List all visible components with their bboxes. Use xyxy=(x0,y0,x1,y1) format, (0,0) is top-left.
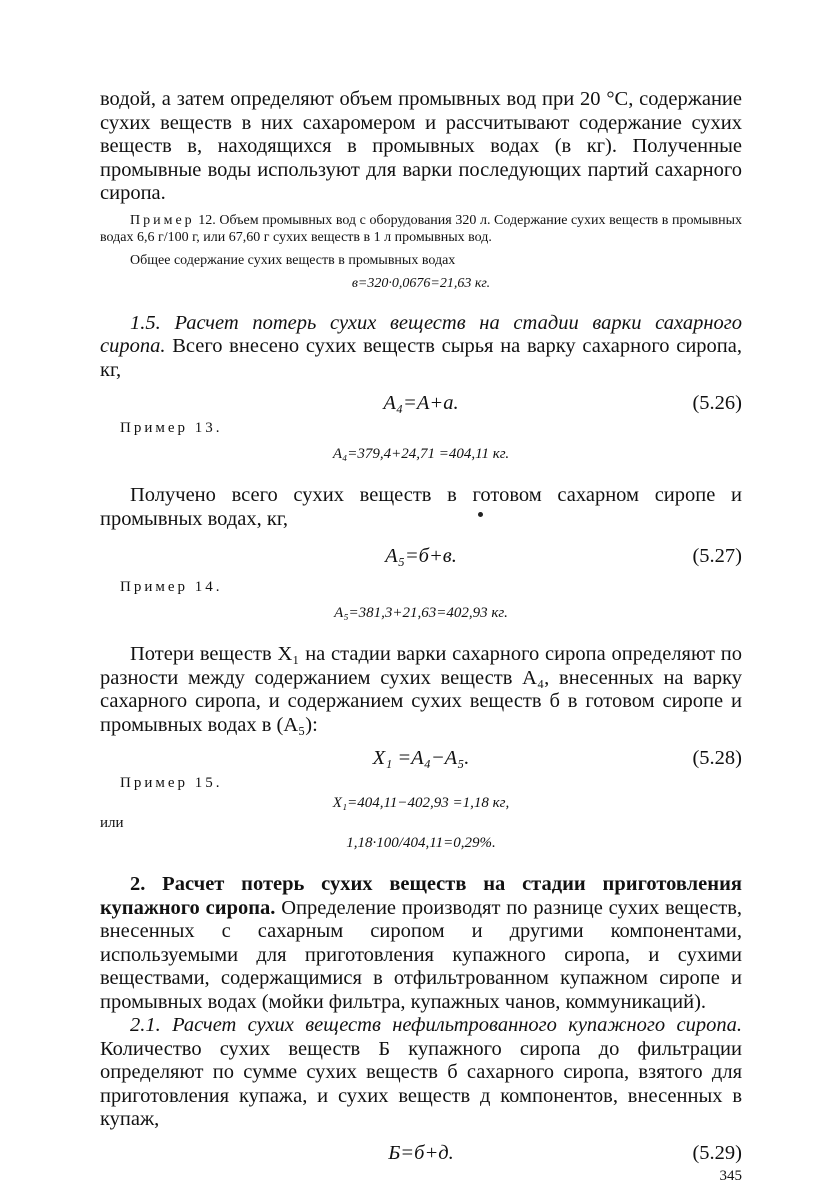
section-2-1-title: 2.1. Расчет сухих веществ нефильтрованного купажного сиропа. xyxy=(130,1014,742,1036)
example-12-text: 12. Объем промывных вод с оборудования 320 л. Содержание сухих веществ в промывных водах 6,6 г/100 г, или 67,60 г сухих веществ в 1 л промывных вод. xyxy=(100,212,742,245)
formula-5-28-number: (5.28) xyxy=(692,747,742,769)
or-text: или xyxy=(100,815,124,831)
document-page xyxy=(100,88,742,1190)
section-1-5 xyxy=(100,312,742,383)
section-2-title: 2. Расчет потерь сухих веществ на стадии приготовления купажного сиропа. xyxy=(100,873,742,919)
section-1-5-text: Всего внесено сухих веществ сырья на варку сахарного сиропа, кг, xyxy=(100,335,742,381)
ink-dot xyxy=(478,512,483,517)
example-12 xyxy=(100,212,742,246)
page-number: 345 xyxy=(719,1167,742,1184)
paragraph-received: Получено всего сухих веществ в готовом сахарном сиропе и промывных водах, кг, xyxy=(100,484,742,530)
calc-13: A₄=379,4+24,71 =404,11 кг. xyxy=(332,446,510,462)
section-2-1-text: Количество сухих веществ Б купажного сиропа до фильтрации определяют по сумме сухих веществ б сахарного сиропа, взятого для приготовления купажа, и сухих веществ д компонентов, внесенных в купаж, xyxy=(100,1037,742,1130)
formula-5-27-number: (5.27) xyxy=(692,545,742,567)
calc-15b: 1,18·100/404,11=0,29%. xyxy=(346,835,496,851)
formula-5-29-number: (5.29) xyxy=(692,1141,742,1164)
example-13-label: Пример 13. xyxy=(120,420,223,436)
formula-5-28-expr: X₁ =A₄−A₅. xyxy=(372,747,470,769)
formula-5-26-expr: A₄=A+a. xyxy=(383,392,459,414)
example-12-label: Пример xyxy=(130,212,195,228)
section-2-text: Определение производят по разнице сухих веществ, внесенных с сахарным сиропом и другими компонентами, используемыми для приготовления купажного сиропа, и сухими веществами, содержащимися в отфильтрованном купажном сиропе и промывных водах (мойки фильтра, купажных чанов, коммуникаций). xyxy=(100,896,743,1013)
formula-5-29 xyxy=(100,1138,742,1168)
section-2-1 xyxy=(100,1014,742,1132)
total-content-text: Общее содержание сухих веществ в промывных водах xyxy=(130,252,456,268)
formula-5-28 xyxy=(100,743,742,773)
paragraph-wash-water: водой, а затем определяют объем промывных вод при 20 °С, содержание сухих веществ в них сахаромером и рассчитывают содержание сухих веществ в, находящихся в промывных водах (в кг). Полученные промывные воды используют для варки последующих партий сахарного сиропа. xyxy=(100,88,742,204)
formula-5-26 xyxy=(100,388,742,418)
formula-5-27 xyxy=(100,541,742,571)
section-2 xyxy=(100,873,742,1014)
section-1-5-title: 1.5. Расчет потерь сухих веществ на стадии варки сахарного сиропа. xyxy=(100,311,742,357)
paragraph-losses: Потери веществ X₁ на стадии варки сахарного сиропа определяют по разности между содержанием сухих веществ A₄, внесенных на варку сахарного сиропа, и содержанием сухих веществ б в готовом сиропе и промывных водах в (A₅): xyxy=(100,643,742,736)
formula-5-27-expr: A₅=б+в. xyxy=(385,545,457,567)
calc-15a: X₁=404,11−402,93 =1,18 кг, xyxy=(332,795,510,811)
formula-5-26-number: (5.26) xyxy=(692,392,742,414)
example-15-label: Пример 15. xyxy=(120,775,223,791)
calc-14: A₅=381,3+21,63=402,93 кг. xyxy=(334,605,508,621)
calc-12: в=320·0,0676=21,63 кг. xyxy=(351,275,491,291)
example-14-label: Пример 14. xyxy=(120,579,223,595)
formula-5-29-expr: Б=б+д. xyxy=(388,1141,454,1164)
